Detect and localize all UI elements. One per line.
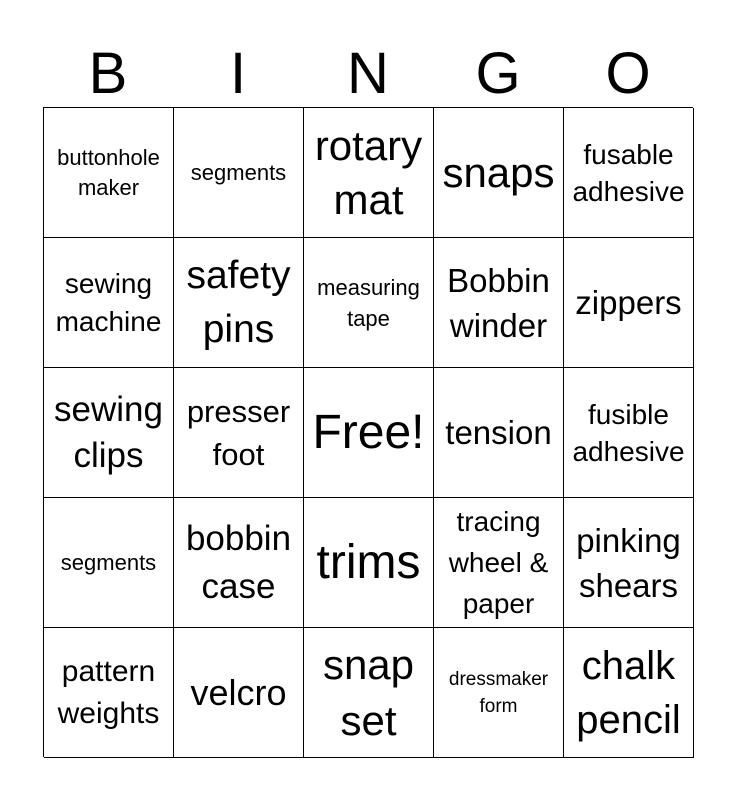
header-letter-n: N — [347, 41, 389, 106]
bingo-free-cell[interactable] — [304, 368, 434, 498]
bingo-cell[interactable] — [564, 628, 694, 758]
header-letter-b: B — [88, 41, 128, 106]
cell-text: segments — [190, 159, 287, 185]
cell-text: tension — [445, 414, 552, 451]
bingo-cell[interactable] — [44, 108, 174, 238]
cell-text: bobbin case — [185, 518, 292, 606]
bingo-cell[interactable] — [304, 498, 434, 628]
cell-text: snap set — [322, 640, 415, 744]
bingo-cell[interactable] — [174, 108, 304, 238]
bingo-cell[interactable] — [434, 238, 564, 368]
bingo-cell[interactable] — [434, 108, 564, 238]
bingo-header — [43, 40, 693, 108]
cell-text: velcro — [190, 671, 287, 713]
cell-text: pinking shears — [576, 521, 681, 604]
header-letter-o: O — [605, 41, 651, 106]
cell-text: buttonhole maker — [57, 144, 160, 200]
bingo-cell[interactable] — [304, 108, 434, 238]
cell-text: zippers — [575, 284, 682, 321]
bingo-cell[interactable] — [44, 238, 174, 368]
bingo-cell[interactable] — [44, 628, 174, 758]
cell-text: dressmaker form — [448, 668, 549, 717]
bingo-cell[interactable] — [174, 368, 304, 498]
cell-text: measuring tape — [317, 274, 420, 331]
bingo-cell[interactable] — [564, 498, 694, 628]
cell-text: trims — [316, 535, 421, 589]
cell-text: fusible adhesive — [572, 398, 685, 467]
bingo-cell[interactable] — [564, 238, 694, 368]
bingo-card-grid — [43, 107, 693, 757]
cell-text: chalk pencil — [576, 643, 681, 742]
header-letter-g: G — [475, 41, 521, 106]
bingo-cell[interactable] — [174, 238, 304, 368]
cell-text: Bobbin winder — [447, 261, 550, 344]
cell-text: safety pins — [186, 253, 291, 351]
bingo-cell[interactable] — [564, 368, 694, 498]
cell-text: snaps — [442, 148, 555, 196]
bingo-cell[interactable] — [174, 628, 304, 758]
bingo-cell[interactable] — [44, 368, 174, 498]
cell-text: Free! — [312, 405, 425, 459]
bingo-cell[interactable] — [434, 368, 564, 498]
bingo-cell[interactable] — [564, 108, 694, 238]
bingo-cell[interactable] — [434, 628, 564, 758]
bingo-cell[interactable] — [434, 498, 564, 628]
bingo-cell[interactable] — [44, 498, 174, 628]
bingo-cell[interactable] — [174, 498, 304, 628]
cell-text: tracing wheel & paper — [448, 506, 549, 619]
cell-text: rotary mat — [314, 121, 423, 223]
header-letter-i: I — [229, 41, 247, 106]
cell-text: fusable adhesive — [572, 138, 685, 207]
cell-text: sewing machine — [55, 267, 162, 337]
bingo-cell[interactable] — [304, 238, 434, 368]
cell-text: sewing clips — [54, 389, 163, 475]
cell-text: segments — [60, 549, 157, 575]
cell-text: pattern weights — [57, 654, 160, 730]
cell-text: presser foot — [186, 393, 291, 472]
bingo-cell[interactable] — [304, 628, 434, 758]
